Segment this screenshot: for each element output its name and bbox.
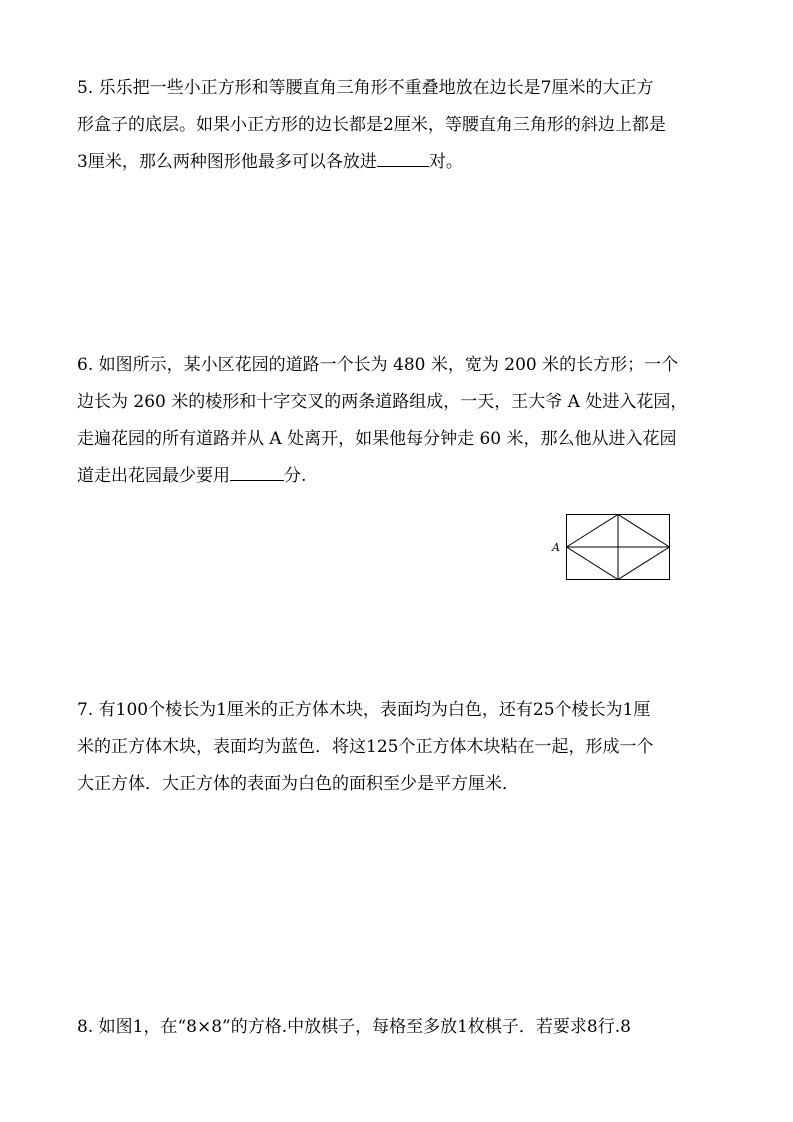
answer-blank <box>377 165 429 167</box>
problem-6-line-4-text: 道走出花园最少要用 <box>77 466 230 486</box>
point-a-label: A <box>552 541 560 554</box>
problem-7-line-1: 7. 有100个棱长为1厘米的正方体木块，表面均为白色，还有25个棱长为1厘 <box>77 700 651 720</box>
problem-6-line-4-end: 分. <box>284 466 307 486</box>
problem-6-line-3: 走遍花园的所有道路并从 A 处离开，如果他每分钟走 60 米，那么他从进入花园 <box>77 429 677 449</box>
problem-5-line-1: 5. 乐乐把一些小正方形和等腰直角三角形不重叠地放在边长是7厘米的大正方 <box>77 78 654 98</box>
problem-5-line-3-end: 对。 <box>428 152 463 172</box>
problem-7 <box>77 692 722 803</box>
problem-5-line-3-text: 3厘米，那么两种图形他最多可以各放进 <box>77 152 377 172</box>
problem-8-line-1: 8. 如图1，在“8×8”的方格.中放棋子，每格至多放1枚棋子．若要求8行.8 <box>77 1017 631 1037</box>
problem-7-line-3: 大正方体．大正方体的表面为白色的面积至少是平方厘米． <box>77 774 519 794</box>
problem-7-line-2: 米的正方体木块，表面均为蓝色．将这125个正方体木块粘在一起，形成一个 <box>77 737 654 757</box>
problem-5-line-3 <box>77 144 722 181</box>
problem-5-line-2: 形盒子的底层。如果小正方形的边长都是2厘米，等腰直角三角形的斜边上都是 <box>77 115 666 135</box>
problem-6-line-4 <box>77 458 722 495</box>
problem-6-line-2: 边长为 260 米的棱形和十字交叉的两条道路组成，一天，王大爷 A 处进入花园， <box>77 392 688 412</box>
answer-blank <box>230 479 284 481</box>
garden-road-figure <box>548 509 678 585</box>
problem-8 <box>77 1009 722 1046</box>
problem-5 <box>77 70 722 181</box>
problem-6 <box>77 347 722 495</box>
problem-6-line-1: 6. 如图所示，某小区花园的道路一个长为 480 米，宽为 200 米的长方形；一个 <box>77 355 679 375</box>
